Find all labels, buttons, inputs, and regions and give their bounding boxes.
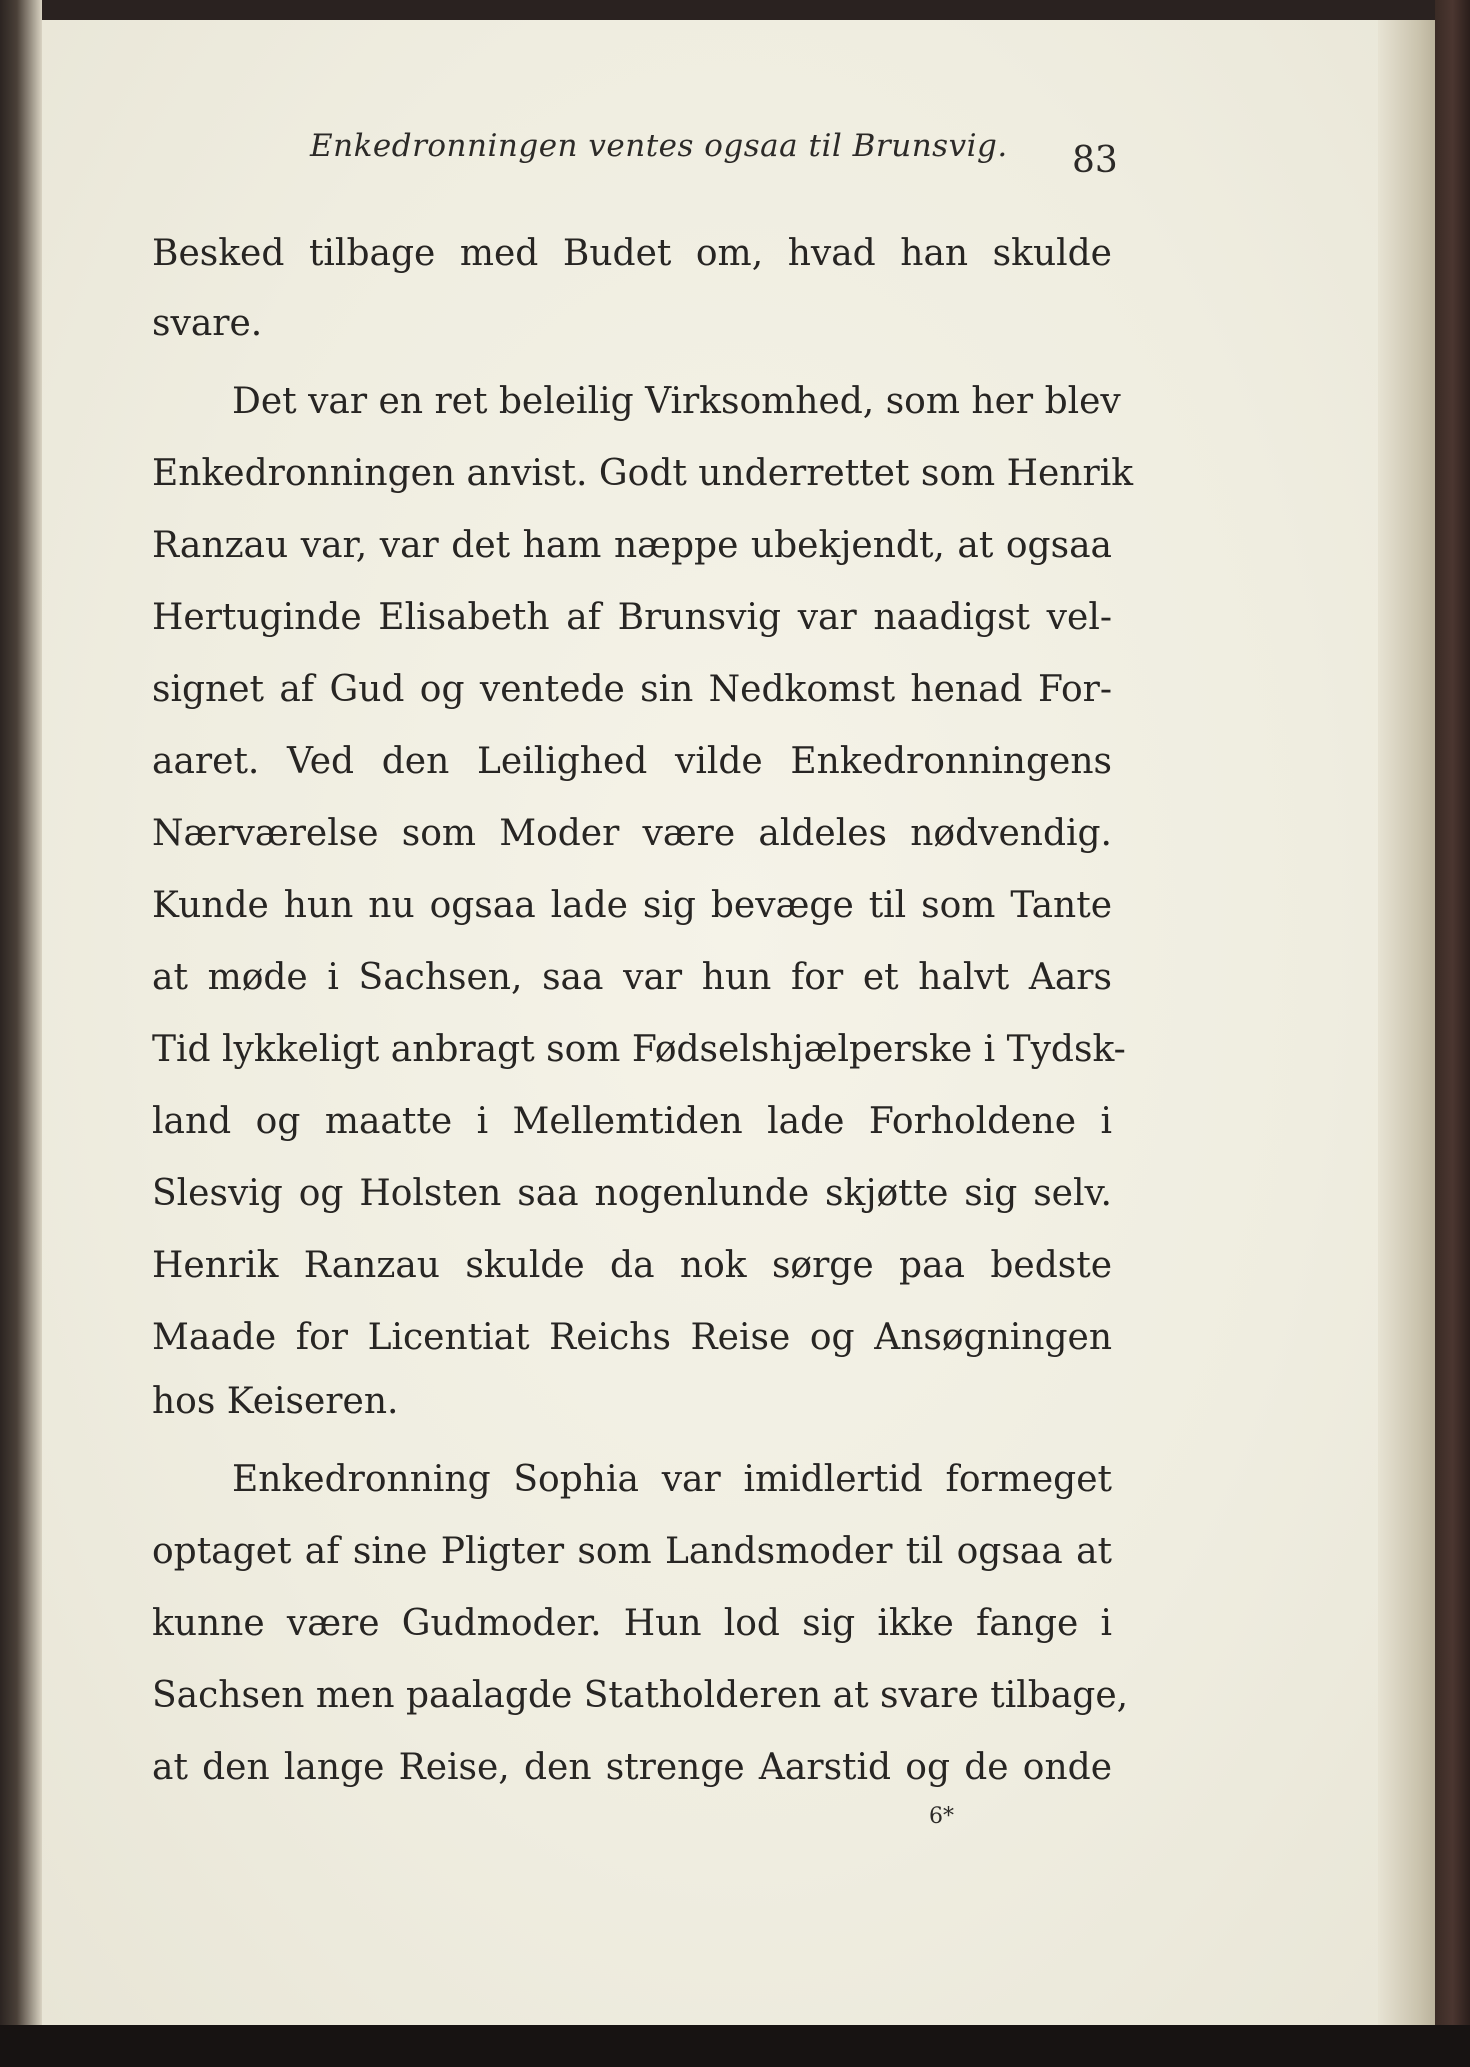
text-line: hos Keiseren. xyxy=(152,1381,399,1422)
text-line: svare. xyxy=(152,303,263,344)
text-line: aaret. Ved den Leilighed vilde Enkedronningens xyxy=(152,741,1112,782)
text-line: Tid lykkeligt anbragt som Fødselshjælperske i Tydsk- xyxy=(152,1029,1126,1070)
text-line: Kunde hun nu ogsaa lade sig bevæge til som Tante xyxy=(152,885,1112,926)
text-line: Henrik Ranzau skulde da nok sørge paa bedste xyxy=(152,1245,1112,1286)
text-line: optaget af sine Pligter som Landsmoder til ogsaa at xyxy=(152,1531,1112,1572)
scan-top-border xyxy=(0,0,1470,22)
text-line: Hertuginde Elisabeth af Brunsvig var naadigst vel- xyxy=(152,597,1112,638)
text-line: Det var en ret beleilig Virksomhed, som her blev xyxy=(232,381,1121,422)
text-line: land og maatte i Mellemtiden lade Forholdene i xyxy=(152,1101,1112,1142)
text-line: at den lange Reise, den strenge Aarstid og de onde xyxy=(152,1747,1112,1788)
running-head: Enkedronningen ventes ogsaa til Brunsvig. xyxy=(310,128,1008,164)
scan-left-border xyxy=(0,0,42,2067)
text-line: kunne være Gudmoder. Hun lod sig ikke fange i xyxy=(152,1603,1112,1644)
text-line: Sachsen men paalagde Statholderen at svare tilbage, xyxy=(152,1675,1129,1716)
text-line: Enkedronningen anvist. Godt underrettet som Henrik xyxy=(152,453,1134,494)
page-number: 83 xyxy=(1072,140,1118,181)
text-line: signet af Gud og ventede sin Nedkomst henad For- xyxy=(152,669,1112,710)
text-line: Nærværelse som Moder være aldeles nødvendig. xyxy=(152,813,1112,854)
text-line: at møde i Sachsen, saa var hun for et halvt Aars xyxy=(152,957,1112,998)
signature-mark: 6* xyxy=(929,1804,954,1829)
page-stack-edge xyxy=(1378,20,1438,2030)
scan-bottom-border xyxy=(0,2025,1470,2067)
book-cover-edge xyxy=(1435,0,1470,2067)
text-line: Besked tilbage med Budet om, hvad han skulde xyxy=(152,233,1112,274)
text-line: Slesvig og Holsten saa nogenlunde skjøtte sig selv. xyxy=(152,1173,1112,1214)
text-line: Enkedronning Sophia var imidlertid formeget xyxy=(232,1459,1112,1500)
text-line: Ranzau var, var det ham næppe ubekjendt, at ogsaa xyxy=(152,525,1112,566)
text-line: Maade for Licentiat Reichs Reise og Ansøgningen xyxy=(152,1317,1112,1358)
